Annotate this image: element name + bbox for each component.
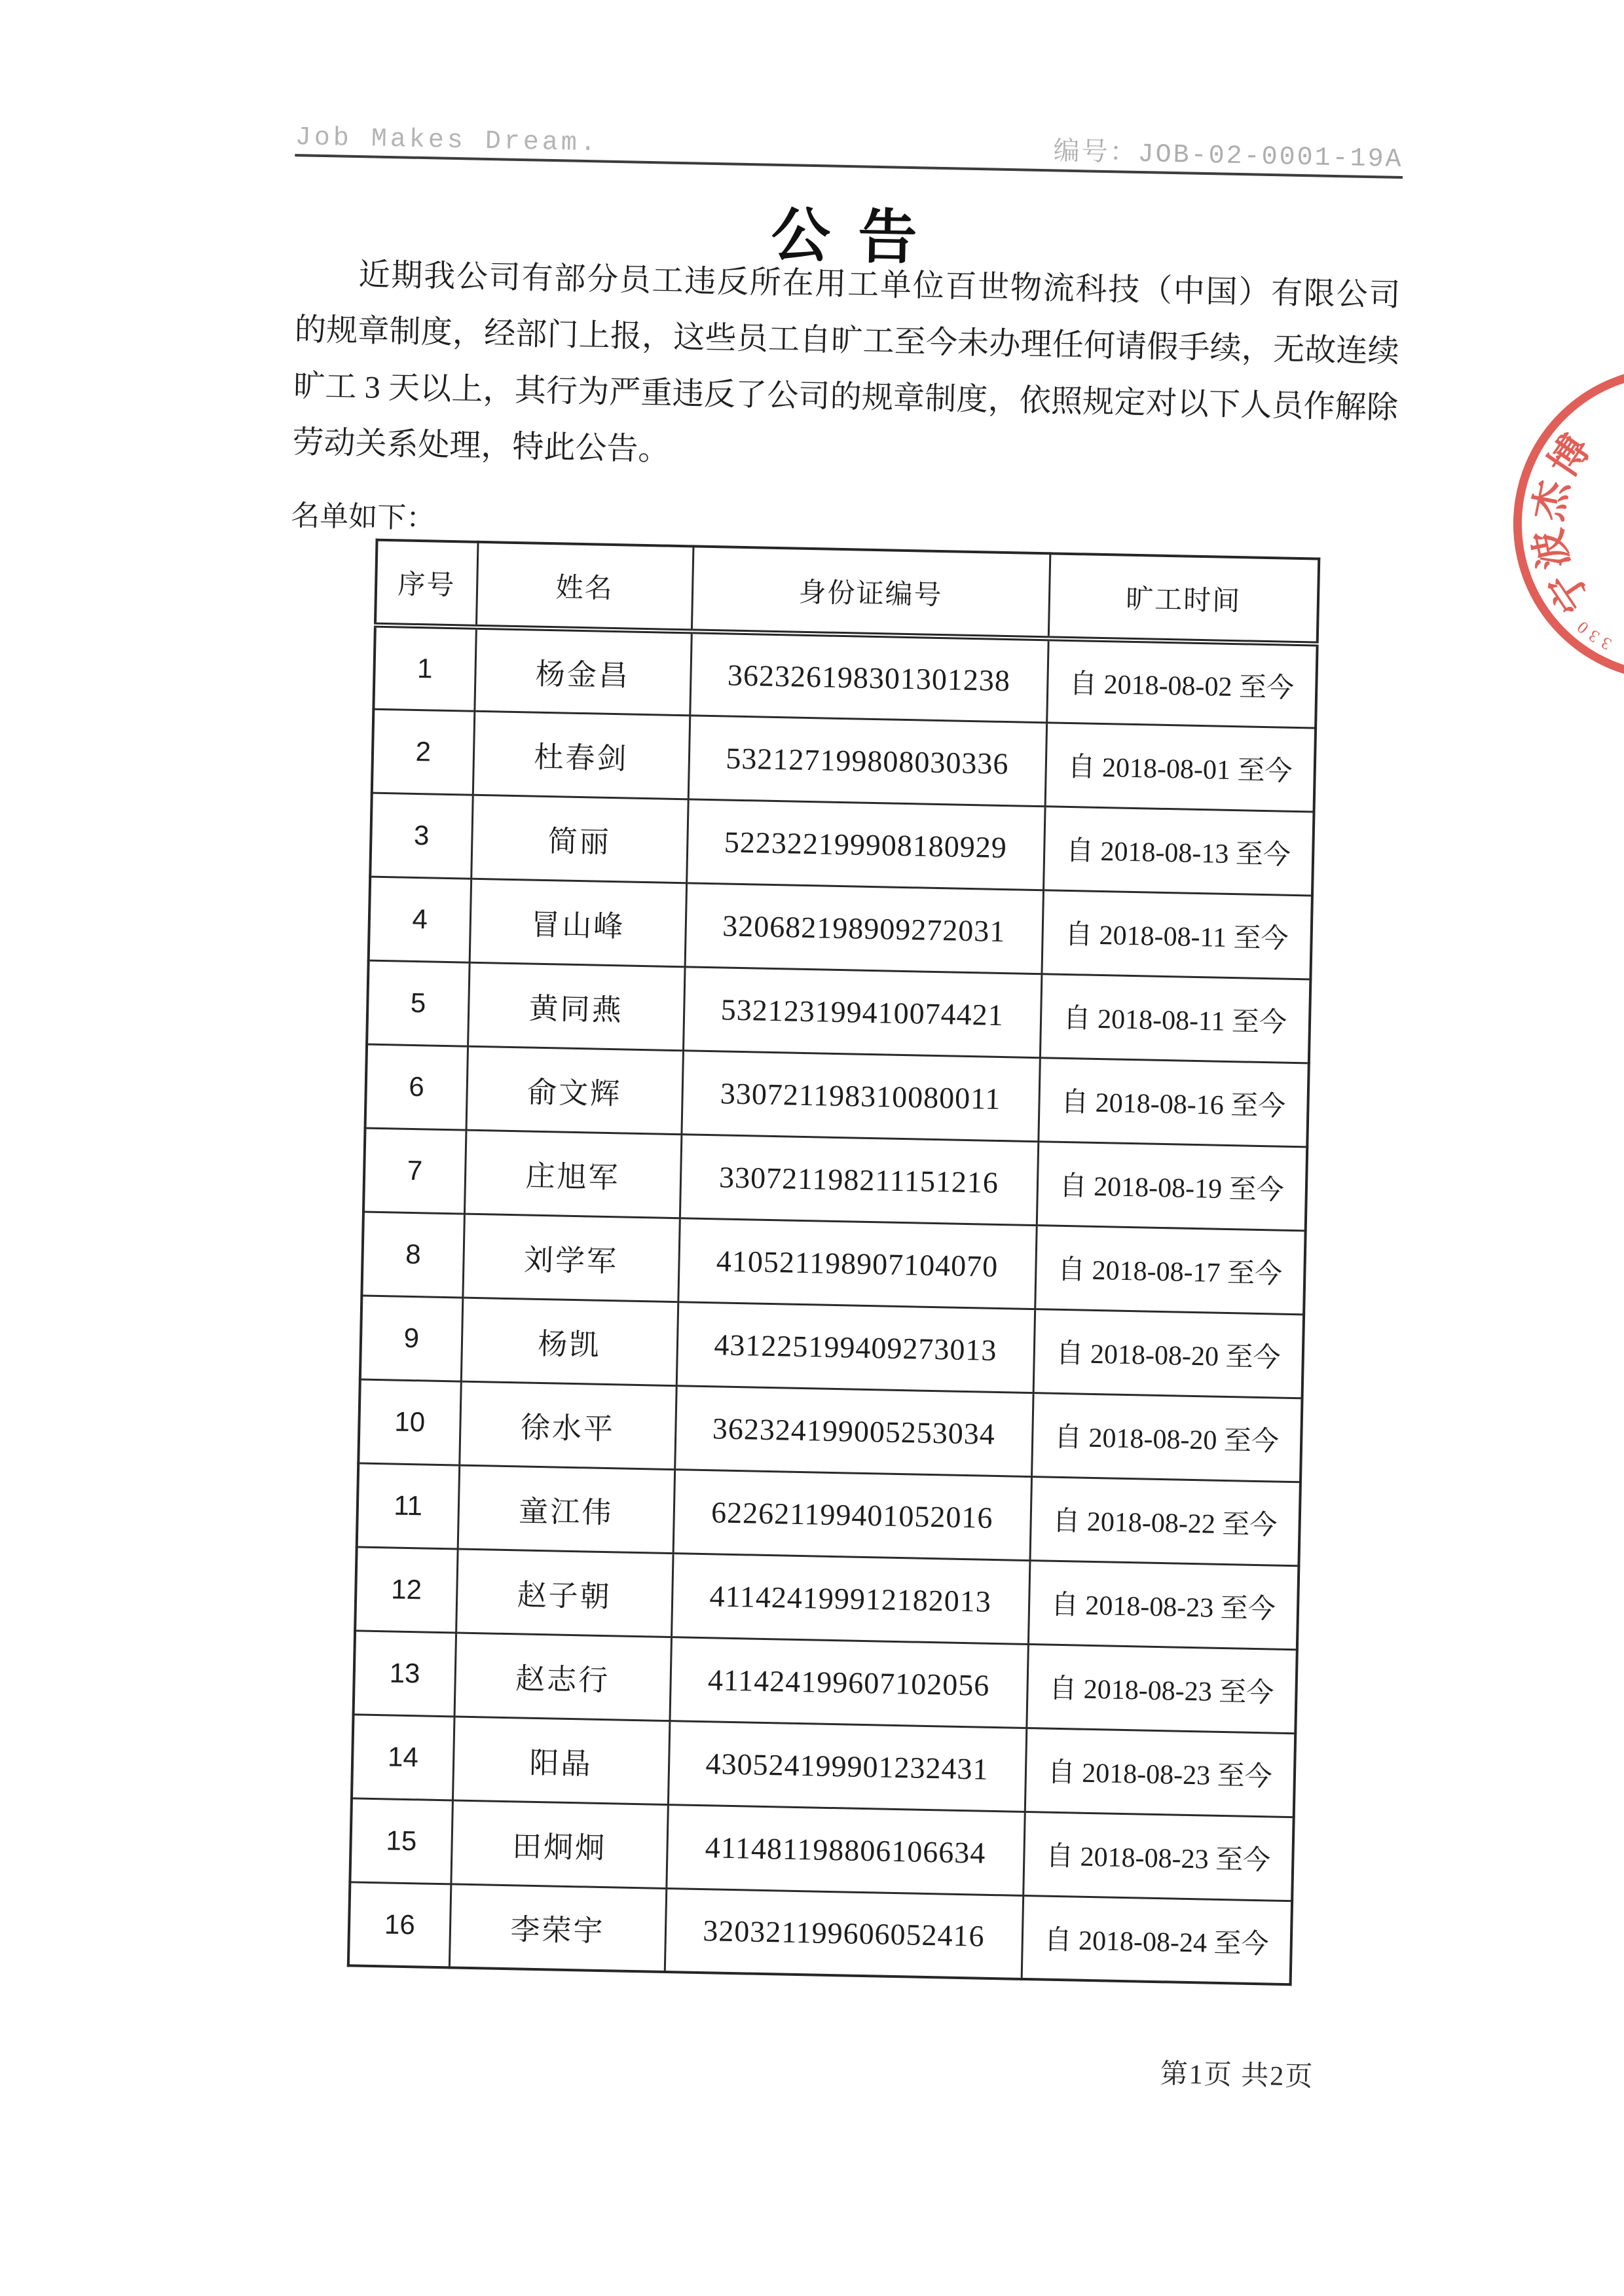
cell-period: 自 2018-08-19 至今 xyxy=(1037,1141,1307,1230)
cell-period: 自 2018-08-01 至今 xyxy=(1045,722,1316,811)
cell-id: 330721198211151216 xyxy=(680,1134,1038,1225)
cell-id: 522322199908180929 xyxy=(686,799,1044,890)
company-seal-stamp xyxy=(1503,354,1624,701)
cell-no: 6 xyxy=(365,1044,468,1130)
cell-id: 330721198310080011 xyxy=(681,1050,1039,1141)
cell-no: 13 xyxy=(354,1630,456,1716)
col-header-id: 身份证编号 xyxy=(692,546,1050,638)
cell-no: 2 xyxy=(372,709,475,795)
cell-period: 自 2018-08-24 至今 xyxy=(1022,1895,1292,1984)
cell-name: 杨凯 xyxy=(461,1298,678,1386)
cell-no: 11 xyxy=(357,1463,460,1548)
cell-name: 杨金昌 xyxy=(474,627,692,716)
cell-name: 刘学军 xyxy=(462,1214,680,1302)
list-label: 名单如下： xyxy=(290,500,435,535)
cell-no: 5 xyxy=(367,960,470,1046)
cell-no: 15 xyxy=(350,1798,452,1884)
cell-period: 自 2018-08-23 至今 xyxy=(1023,1812,1293,1901)
paragraph-line: 的规章制度，经部门上报，这些员工自旷工至今未办理任何请假手续，无故连续 xyxy=(294,312,1400,369)
document-number: 编号：JOB-02-0001-19A xyxy=(1053,138,1403,175)
cell-no: 8 xyxy=(361,1212,464,1298)
col-header-name: 姓名 xyxy=(476,542,693,632)
cell-id: 362324199005253034 xyxy=(674,1385,1033,1476)
col-header-no: 序号 xyxy=(375,540,478,627)
cell-period: 自 2018-08-22 至今 xyxy=(1029,1476,1300,1565)
cell-period: 自 2018-08-23 至今 xyxy=(1028,1560,1299,1649)
seal-character: 博 xyxy=(1541,428,1599,484)
cell-name: 李荣宇 xyxy=(449,1884,667,1972)
cell-no: 10 xyxy=(358,1379,461,1465)
seal-ring xyxy=(1515,369,1624,680)
cell-period: 自 2018-08-11 至今 xyxy=(1041,890,1312,979)
cell-no: 12 xyxy=(355,1546,458,1632)
cell-no: 14 xyxy=(352,1714,454,1800)
seal-digit: 0 xyxy=(1573,617,1593,638)
cell-id: 430524199901232431 xyxy=(668,1721,1026,1812)
cell-name: 冒山峰 xyxy=(470,879,687,967)
cell-no: 9 xyxy=(360,1295,463,1381)
paragraph-line: 近期我公司有部分员工违反所在用工单位百世物流科技（中国）有限公司 xyxy=(358,257,1401,314)
cell-id: 411424199912182013 xyxy=(671,1553,1029,1644)
cell-id: 532127199808030336 xyxy=(688,715,1046,806)
cell-no: 16 xyxy=(348,1882,451,1967)
seal-digit: 3 xyxy=(1598,632,1615,654)
cell-period: 自 2018-08-02 至今 xyxy=(1046,638,1317,727)
page-number: 第1页 共2页 xyxy=(1160,2059,1314,2092)
seal-character: 波 xyxy=(1526,525,1577,573)
cell-name: 杜春剑 xyxy=(473,711,690,799)
dismissal-table xyxy=(347,539,1321,1986)
cell-name: 阳晶 xyxy=(452,1716,670,1804)
cell-id: 411481198806106634 xyxy=(666,1804,1024,1895)
cell-period: 自 2018-08-17 至今 xyxy=(1035,1225,1305,1314)
cell-id: 431225199409273013 xyxy=(676,1302,1035,1393)
cell-period: 自 2018-08-13 至今 xyxy=(1043,806,1314,895)
col-header-period: 旷工时间 xyxy=(1048,553,1320,644)
cell-name: 徐水平 xyxy=(459,1381,676,1470)
cell-name: 赵子朝 xyxy=(456,1548,673,1637)
seal-digit: 3 xyxy=(1585,626,1603,647)
cell-no: 1 xyxy=(373,625,476,711)
cell-name: 庄旭军 xyxy=(464,1130,682,1218)
cell-name: 赵志行 xyxy=(454,1632,672,1721)
cell-no: 4 xyxy=(369,877,471,962)
cell-period: 自 2018-08-16 至今 xyxy=(1038,1057,1308,1146)
cell-id: 410521198907104070 xyxy=(678,1218,1036,1309)
cell-name: 黄同燕 xyxy=(468,962,685,1051)
paragraph-line: 劳动关系处理，特此公告。 xyxy=(291,425,670,467)
cell-period: 自 2018-08-23 至今 xyxy=(1025,1728,1295,1817)
cell-name: 童江伟 xyxy=(458,1465,675,1554)
cell-no: 3 xyxy=(370,793,473,879)
table-body xyxy=(348,625,1318,1984)
announcement-paragraph xyxy=(292,246,1401,493)
cell-id: 532123199410074421 xyxy=(683,966,1041,1057)
cell-period: 自 2018-08-11 至今 xyxy=(1040,974,1310,1063)
paragraph-line: 旷工 3 天以上，其行为严重违反了公司的规章制度，依照规定对以下人员作解除 xyxy=(293,369,1399,426)
cell-name: 田炯炯 xyxy=(451,1800,668,1888)
seal-character: 宁 xyxy=(1540,563,1598,620)
cell-id: 320321199606052416 xyxy=(665,1888,1023,1979)
cell-period: 自 2018-08-20 至今 xyxy=(1033,1309,1304,1398)
seal-character: 杰 xyxy=(1526,477,1577,524)
cell-name: 简丽 xyxy=(471,795,688,883)
cell-id: 622621199401052016 xyxy=(673,1469,1031,1560)
cell-period: 自 2018-08-20 至今 xyxy=(1031,1393,1302,1482)
cell-id: 362326198301301238 xyxy=(690,631,1048,722)
page-title: 公 告 xyxy=(770,203,925,272)
cell-no: 7 xyxy=(363,1128,466,1214)
cell-name: 俞文辉 xyxy=(466,1046,684,1135)
letterhead-slogan: Job Makes Dream. xyxy=(295,123,600,159)
cell-period: 自 2018-08-23 至今 xyxy=(1026,1644,1297,1733)
cell-id: 320682198909272031 xyxy=(685,883,1043,974)
cell-id: 411424199607102056 xyxy=(669,1637,1027,1728)
